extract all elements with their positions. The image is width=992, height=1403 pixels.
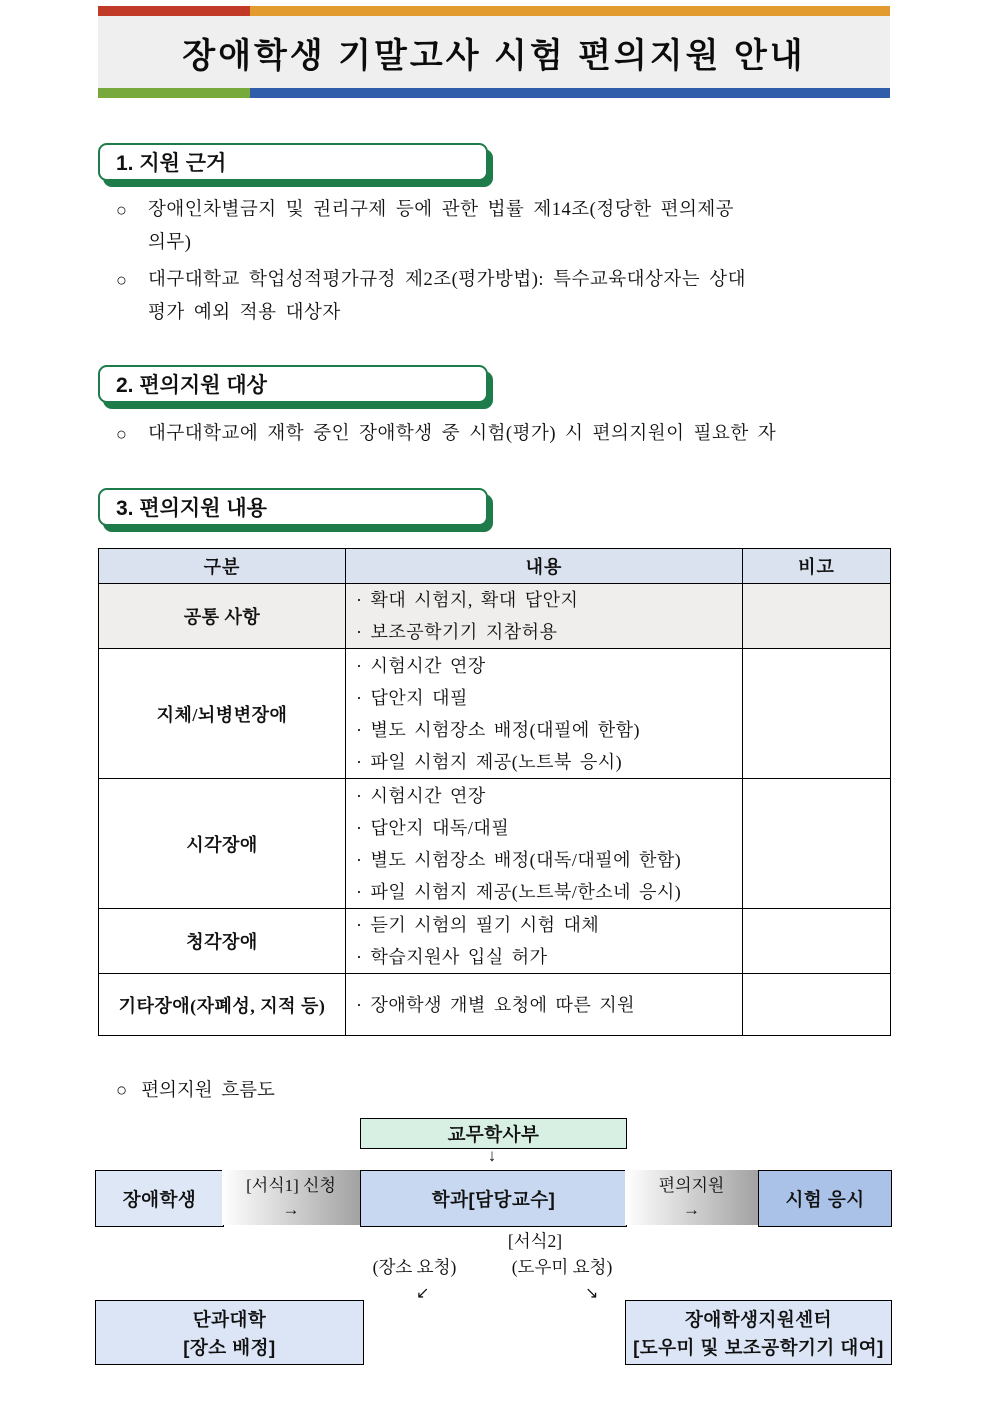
flow-arrow-support-label: 편의지원 xyxy=(658,1175,725,1195)
section-heading-basis-label: 1. 지원 근거 xyxy=(116,152,227,175)
content-cell xyxy=(346,909,743,974)
flow-box-support-center-line2: [도우미 및 보조공학기기 대여] xyxy=(633,1336,884,1358)
content-item: · 보조공학기기 지참허용 xyxy=(356,622,558,642)
section-heading-basis xyxy=(98,143,488,181)
down-arrow-icon: ↓ xyxy=(487,1146,497,1165)
content-item: · 시험시간 연장 xyxy=(356,785,486,806)
banner-top-bar-orange xyxy=(250,6,890,16)
flow-box-department-label: 학과[담당교수] xyxy=(431,1188,556,1210)
circle-bullet-icon: ○ xyxy=(116,424,127,444)
column-header-category: 구분 xyxy=(99,549,346,584)
banner-top-bar-red xyxy=(98,6,250,16)
section-heading-content-label: 3. 편의지원 내용 xyxy=(116,497,267,520)
flow-arrow-application-label: [서식1] 신청 xyxy=(246,1175,336,1195)
circle-bullet-icon: ○ xyxy=(116,270,127,290)
banner-bottom-bar-green xyxy=(98,88,250,98)
banner-bottom-bar xyxy=(98,88,890,98)
category-cell: 기타장애(자폐성, 지적 등) xyxy=(99,974,346,1036)
right-arrow-icon: → xyxy=(282,1199,300,1219)
note-cell xyxy=(743,649,891,779)
flow-box-college-line2: [장소 배정] xyxy=(183,1336,276,1358)
bullet-text xyxy=(148,264,896,330)
content-cell xyxy=(346,584,743,649)
section-target-bullets xyxy=(116,418,896,455)
content-cell xyxy=(346,779,743,909)
category-cell: 공통 사항 xyxy=(99,584,346,649)
category-cell: 지체/뇌병변장애 xyxy=(99,649,346,779)
content-cell xyxy=(346,974,743,1036)
flow-box-academic-affairs-label: 교무학사부 xyxy=(447,1123,540,1145)
banner-body xyxy=(98,16,890,88)
flow-box-department xyxy=(360,1170,627,1227)
flow-arrow-application xyxy=(222,1170,360,1225)
bullet-item xyxy=(116,194,896,260)
down-right-arrow-icon: ↘ xyxy=(585,1285,599,1302)
flowchart-heading-label: 편의지원 흐름도 xyxy=(141,1081,275,1101)
table-row xyxy=(99,909,891,974)
banner-top-bar xyxy=(98,6,890,16)
section-heading-content xyxy=(98,488,488,526)
note-cell xyxy=(743,974,891,1036)
bullet-item xyxy=(116,264,896,330)
flow-box-support-center xyxy=(625,1300,892,1365)
column-header-note: 비고 xyxy=(743,549,891,584)
content-cell xyxy=(346,649,743,779)
content-item: · 장애학생 개별 요청에 따른 지원 xyxy=(356,994,636,1015)
section-basis-bullets xyxy=(116,194,896,334)
circle-bullet-icon: ○ xyxy=(116,200,127,220)
column-header-content: 내용 xyxy=(346,549,743,584)
table-header-row xyxy=(99,549,891,584)
note-cell xyxy=(743,779,891,909)
bullet-text-line: 대구대학교에 재학 중인 장애학생 중 시험(평가) 시 편의지원이 필요한 자 xyxy=(148,424,777,444)
accommodation-table xyxy=(98,548,891,1036)
note-cell xyxy=(743,909,891,974)
place-request-label: (장소 요청) xyxy=(372,1257,457,1277)
circle-bullet-icon: ○ xyxy=(116,1081,128,1101)
content-item: · 파일 시험지 제공(노트북/한소네 응시) xyxy=(356,881,682,902)
flow-box-student xyxy=(95,1170,224,1227)
flowchart-heading xyxy=(116,1076,275,1102)
bullet-text xyxy=(148,418,896,451)
flow-box-exam-label: 시험 응시 xyxy=(785,1188,865,1210)
flow-box-college xyxy=(95,1300,364,1365)
content-item: · 파일 시험지 제공(노트북 응시) xyxy=(356,751,623,772)
bullet-text-line: 장애인차별금지 및 권리구제 등에 관한 법률 제14조(정당한 편의제공 xyxy=(148,200,735,220)
banner-bottom-bar-blue xyxy=(250,88,890,98)
bullet-text xyxy=(148,194,896,260)
down-left-arrow-icon: ↙ xyxy=(416,1285,430,1302)
bullet-text-line: 의무) xyxy=(148,233,192,253)
content-item: · 듣기 시험의 필기 시험 대체 xyxy=(356,915,600,935)
content-item: · 학습지원사 입실 허가 xyxy=(356,947,548,967)
content-item: · 답안지 대필 xyxy=(356,687,468,708)
table-row xyxy=(99,779,891,909)
flow-box-student-label: 장애학생 xyxy=(122,1188,197,1210)
bullet-item xyxy=(116,418,896,451)
right-arrow-icon: → xyxy=(683,1199,700,1219)
note-cell xyxy=(743,584,891,649)
content-item: · 별도 시험장소 배정(대독/대필에 한함) xyxy=(356,849,682,870)
bullet-text-line: 대구대학교 학업성적평가규정 제2조(평가방법): 특수교육대상자는 상대 xyxy=(148,270,746,290)
content-item: · 답안지 대독/대필 xyxy=(356,817,510,838)
section-heading-target-label: 2. 편의지원 대상 xyxy=(116,374,267,397)
category-cell: 시각장애 xyxy=(99,779,346,909)
flow-box-support-center-line1: 장애학생지원센터 xyxy=(685,1308,832,1330)
helper-request-label: (도우미 요청) xyxy=(511,1257,613,1277)
form2-label: [서식2] xyxy=(507,1231,563,1251)
content-item: · 별도 시험장소 배정(대필에 한함) xyxy=(356,719,641,740)
section-heading-target xyxy=(98,365,488,403)
table-row xyxy=(99,649,891,779)
flow-box-college-line1: 단과대학 xyxy=(192,1308,267,1330)
bullet-text-line: 평가 예외 적용 대상자 xyxy=(148,303,341,323)
category-cell: 청각장애 xyxy=(99,909,346,974)
flow-box-academic-affairs xyxy=(360,1118,627,1149)
title-banner xyxy=(98,6,890,98)
content-item: · 시험시간 연장 xyxy=(356,655,486,676)
flow-arrow-support xyxy=(625,1170,758,1225)
content-item: · 확대 시험지, 확대 답안지 xyxy=(356,590,579,610)
table-row xyxy=(99,974,891,1036)
table-row xyxy=(99,584,891,649)
flow-box-exam xyxy=(758,1170,892,1227)
page-title: 장애학생 기말고사 시험 편의지원 안내 xyxy=(182,36,806,75)
